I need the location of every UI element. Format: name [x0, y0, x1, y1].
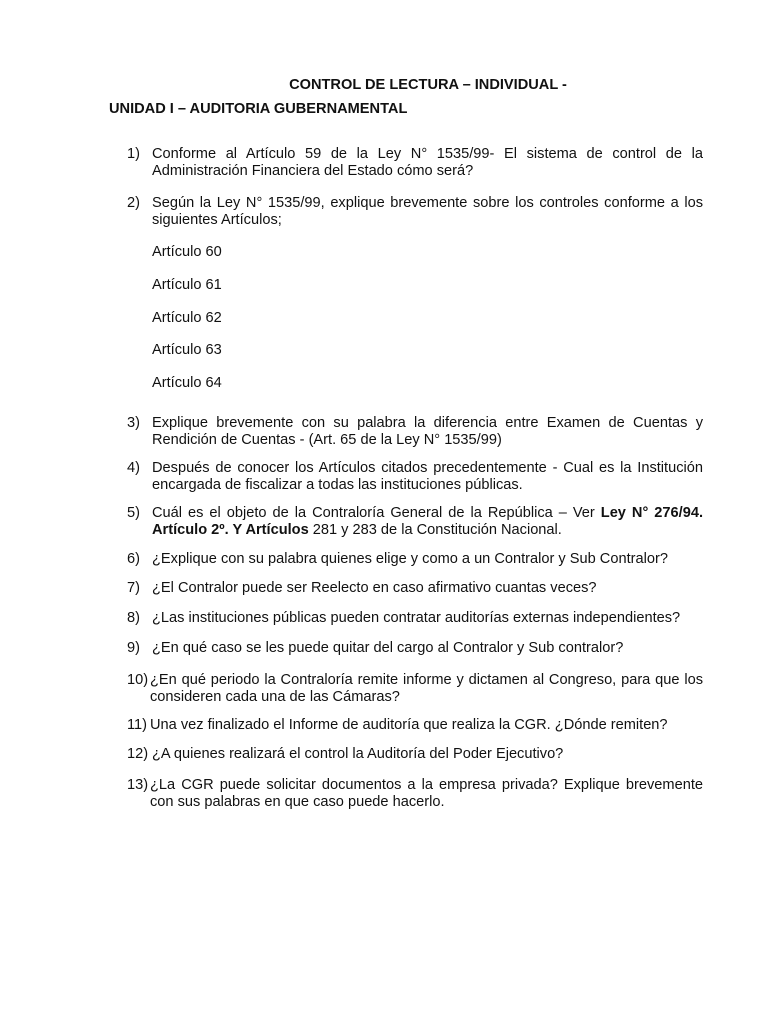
- question-9: [127, 640, 703, 657]
- question-number: 1): [127, 146, 140, 162]
- question-number: 7): [127, 580, 140, 596]
- question-number: 2): [127, 195, 140, 211]
- question-number: 3): [127, 415, 140, 431]
- question-5: [127, 505, 703, 539]
- question-number: 9): [127, 640, 140, 656]
- question-3: [127, 415, 703, 449]
- article-64: Artículo 64: [152, 375, 222, 391]
- question-number: 8): [127, 610, 140, 626]
- question-1: [127, 146, 703, 180]
- question-number: 4): [127, 460, 140, 476]
- question-number: 10): [127, 672, 149, 688]
- question-11: [127, 717, 703, 734]
- article-61: Artículo 61: [152, 277, 222, 293]
- question-text: Una vez finalizado el Informe de auditoría que realiza la CGR. ¿Dónde remiten?: [150, 717, 668, 733]
- question-text: ¿El Contralor puede ser Reelecto en caso afirmativo cuantas veces?: [152, 580, 597, 596]
- question-text: Según la Ley N° 1535/99, explique brevemente sobre los controles conforme a los siguientes Artículos;: [152, 195, 703, 228]
- article-63: Artículo 63: [152, 342, 222, 358]
- document-title: CONTROL DE LECTURA – INDIVIDUAL -: [289, 77, 567, 93]
- unit-title: UNIDAD I – AUDITORIA GUBERNAMENTAL: [109, 101, 408, 117]
- question-text: ¿En qué caso se les puede quitar del cargo al Contralor y Sub contralor?: [152, 640, 624, 656]
- question-6: [127, 551, 703, 568]
- question-number: 5): [127, 505, 140, 521]
- question-4: [127, 460, 703, 494]
- question-8: [127, 610, 703, 627]
- question-text: ¿Explique con su palabra quienes elige y como a un Contralor y Sub Contralor?: [152, 551, 668, 567]
- question-text: ¿A quienes realizará el control la Auditoría del Poder Ejecutivo?: [152, 746, 564, 762]
- law-reference: Ley N° 276/94. Artículo 2º. Y Artículos: [152, 505, 703, 538]
- question-text: Explique brevemente con su palabra la diferencia entre Examen de Cuentas y Rendición de Cuentas - (Art. 65 de la Ley N° 1535/99): [152, 415, 703, 448]
- question-number: 12): [127, 746, 149, 762]
- question-text: ¿Las instituciones públicas pueden contratar auditorías externas independientes?: [152, 610, 681, 626]
- question-text: ¿La CGR puede solicitar documentos a la empresa privada? Explique brevemente con sus palabras en que caso puede hacerlo.: [150, 777, 703, 810]
- question-7: [127, 580, 703, 597]
- question-2: [127, 195, 703, 229]
- question-10: [127, 672, 703, 706]
- question-text: Conforme al Artículo 59 de la Ley N° 1535/99- El sistema de control de la Administración Financiera del Estado cómo será?: [152, 146, 703, 179]
- question-text: ¿En qué periodo la Contraloría remite informe y dictamen al Congreso, para que los consideren cada una de las Cámaras?: [150, 672, 703, 705]
- question-text: Después de conocer los Artículos citados precedentemente - Cual es la Institución encargada de fiscalizar a todas las instituciones públicas.: [152, 460, 703, 493]
- article-62: Artículo 62: [152, 310, 222, 326]
- question-13: [127, 777, 703, 811]
- question-number: 6): [127, 551, 140, 567]
- question-number: 13): [127, 777, 149, 793]
- article-60: Artículo 60: [152, 244, 222, 260]
- question-number: 11): [127, 717, 148, 733]
- question-12: [127, 746, 703, 763]
- question-text: Cuál es el objeto de la Contraloría General de la República – Ver Ley N° 276/94. Artículo 2º. Y Artículos 281 y 283 de la Constitución Nacional.: [152, 505, 703, 538]
